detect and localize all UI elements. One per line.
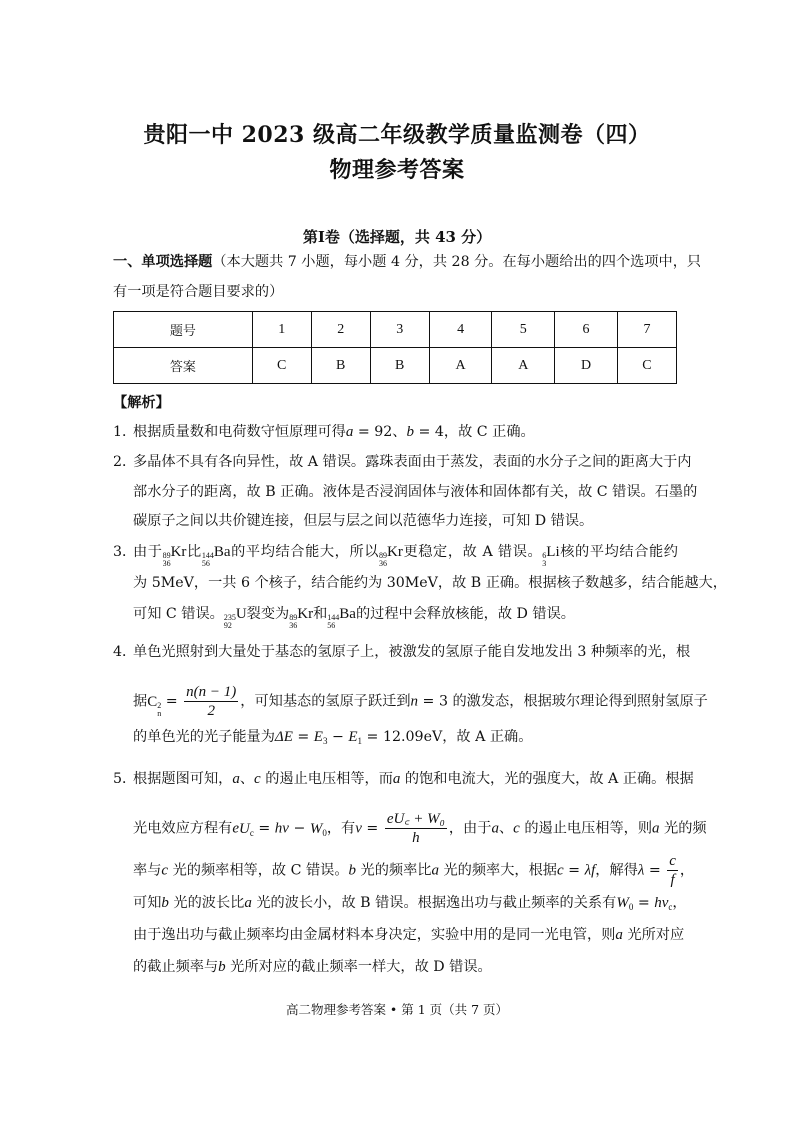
denominator: 2 <box>207 703 215 719</box>
math-variable: e <box>232 820 239 837</box>
text: 光的频率大，根据 <box>438 862 557 879</box>
analysis-line <box>133 573 727 593</box>
nuclide-indices <box>163 552 171 568</box>
text: = <box>633 895 655 911</box>
denominator: f <box>670 872 675 888</box>
text: 的饱和电流大，光的强度大，故 A 正确。根据 <box>400 771 694 787</box>
nuclide-symbol <box>224 604 247 630</box>
analysis-line <box>133 452 692 472</box>
text: 光的频率比 <box>356 862 432 879</box>
nuclide-symbol <box>202 542 231 568</box>
math-variable: a <box>615 927 623 943</box>
text: 单色光照射到大量处于基态的氢原子上，被激发的氢原子能自发地发出 3 种频率的光，根 <box>133 644 691 660</box>
text: 光的频 <box>659 820 707 837</box>
document-title: 贵阳一中 2023 级高二年级教学质量监测卷（四） <box>143 122 651 148</box>
text: 由于 <box>133 544 163 560</box>
math-variable: c <box>556 862 564 879</box>
nuclide-symbol <box>327 604 356 630</box>
math-variable: a <box>392 771 401 787</box>
math-subscripted: $E_3$ <box>313 729 328 746</box>
nuclide-indices <box>157 702 161 718</box>
text: 的截止频率与 <box>133 959 219 975</box>
text: = <box>292 729 314 745</box>
analysis-line <box>133 482 698 502</box>
answer-cell: A <box>492 348 555 384</box>
text: 光的波长比 <box>168 895 245 911</box>
page-footer: 高二物理参考答案 • 第 1 页（共 7 页） <box>285 1002 509 1017</box>
text: 据 <box>133 693 148 710</box>
element-symbol: Ba <box>213 544 231 560</box>
table-row-answers <box>114 348 677 384</box>
text: = 3 的激发态，根据玻尔理论得到照射氢原子 <box>418 693 708 710</box>
part1-description: （本大题共 7 小题，每小题 4 分，共 28 分。在每小题给出的四个选项中，只 <box>212 254 702 270</box>
math-variable: ν <box>355 820 362 837</box>
math-subscripted: $E_1$ <box>348 729 363 746</box>
text: = <box>161 693 183 710</box>
atomic-number: 36 <box>379 559 388 568</box>
numerator: eU꜀ + W₀ <box>386 811 445 827</box>
item-number: 3． <box>113 544 137 560</box>
text: 更稳定，故 A 错误。 <box>402 544 543 560</box>
analysis-heading: 【解析】 <box>113 395 170 411</box>
element-symbol: Kr <box>387 544 403 560</box>
atomic-number: 36 <box>162 559 171 568</box>
atomic-number: 36 <box>289 621 298 630</box>
element-symbol: U <box>235 606 247 622</box>
analysis-line <box>133 727 678 751</box>
mass-number: 89 <box>379 551 388 560</box>
answer-cell: B <box>370 348 429 384</box>
text: 光所对应 <box>622 927 685 943</box>
text: 可知 C 错误。 <box>133 606 224 622</box>
mass-number: 2 <box>157 700 162 710</box>
question-number-cell: 6 <box>555 312 618 348</box>
text: 率与 <box>133 862 162 879</box>
nuclide-indices <box>224 614 236 630</box>
math-variable: a <box>431 862 439 879</box>
subscript: 0 <box>322 827 327 838</box>
subscript: 0 <box>628 902 634 912</box>
text: = 4，故 C 正确。 <box>413 424 535 440</box>
text: 的遏止电压相等，而 <box>260 771 393 787</box>
text: 多晶体不具有各向异性，故 A 错误。露珠表面由于蒸发，表面的水分子之间的距离大于内 <box>133 454 692 470</box>
text: ，由于 <box>448 820 492 837</box>
question-number-cell: 3 <box>370 312 429 348</box>
nuclide-symbol <box>542 542 559 568</box>
mass-number: 144 <box>201 551 214 560</box>
analysis-line <box>133 542 678 568</box>
text: ， <box>679 862 695 879</box>
nuclide-symbol <box>163 542 187 568</box>
denominator: h <box>412 830 420 846</box>
numerator: c <box>669 853 676 869</box>
analysis-line <box>133 769 694 789</box>
analysis-line <box>133 683 708 720</box>
math-variable: n <box>410 693 419 710</box>
text: = <box>563 862 585 879</box>
text: = <box>253 820 275 837</box>
atomic-number: 92 <box>223 621 232 630</box>
math-variable: a <box>491 820 499 837</box>
text: 核的平均结合能约 <box>559 544 678 560</box>
text: = <box>361 820 383 837</box>
atomic-number: 56 <box>201 559 210 568</box>
analysis-line <box>133 422 678 442</box>
text: 、 <box>239 771 255 787</box>
text: 光的频率相等，故 C 错误。 <box>168 862 349 879</box>
math-fraction <box>667 852 678 889</box>
math-variable: a <box>652 820 660 837</box>
math-subscripted: $\nu_c$ <box>661 895 673 912</box>
text: 根据质量数和电荷数守恒原理可得 <box>133 424 346 440</box>
mass-number: 144 <box>327 613 340 622</box>
analysis-line <box>133 810 707 847</box>
element-symbol: Ba <box>339 606 356 622</box>
mass-number: 235 <box>223 613 236 622</box>
text: 部水分子的距离，故 B 正确。液体是否浸润固体与液体和固体都有关，故 C 错误。石墨的 <box>133 484 698 500</box>
math-variable: h <box>654 895 662 911</box>
text: 可知 <box>133 895 162 911</box>
document-subtitle: 物理参考答案 <box>329 157 465 183</box>
math-subscripted: $U_c$ <box>239 820 254 838</box>
section-title <box>0 226 794 247</box>
text: 由于逸出功与截止频率均由金属材料本身决定，实验中用的是同一光电管，则 <box>133 927 616 943</box>
math-variable: b <box>348 862 357 879</box>
text: − <box>327 729 349 745</box>
text: 光电效应方程有 <box>133 820 233 837</box>
nuclide-indices <box>202 552 214 568</box>
text: 根据题图可知， <box>133 771 233 787</box>
math-variable: c <box>161 862 169 879</box>
math-variable: b <box>218 959 226 975</box>
answer-cell: C <box>252 348 311 384</box>
atomic-number: 56 <box>327 621 336 630</box>
text: 、 <box>498 820 514 837</box>
text: − <box>288 820 310 837</box>
text: 比 <box>186 544 202 560</box>
analysis-line <box>133 893 687 917</box>
item-number: 4． <box>113 644 137 660</box>
math-variable: c <box>254 771 261 787</box>
subscript: 1 <box>357 736 363 746</box>
text: 的遏止电压相等，则 <box>519 820 653 837</box>
math-variable: a <box>345 424 354 440</box>
nuclide-indices <box>327 614 339 630</box>
math-variable: b <box>406 424 414 440</box>
part1-heading: 一、单项选择题 <box>113 254 213 270</box>
text: = <box>644 862 666 879</box>
math-variable: hν <box>274 820 289 837</box>
item-number: 2． <box>113 454 137 470</box>
text: ，可知基态的氢原子跃迁到 <box>240 693 411 710</box>
analysis-line <box>133 642 691 662</box>
table-row-numbers <box>114 312 677 348</box>
analysis-line <box>133 511 678 531</box>
question-number-cell: 7 <box>617 312 676 348</box>
element-symbol: Kr <box>170 544 187 560</box>
text: 的平均结合能大，所以 <box>230 544 380 560</box>
section-title-text: 第Ⅰ卷（选择题，共 43 分） <box>302 228 492 246</box>
mass-number: 6 <box>542 551 547 560</box>
text: 的过程中会释放核能，故 D 错误。 <box>355 606 575 622</box>
answer-cell: C <box>617 348 676 384</box>
math-variable: ΔE <box>274 729 293 745</box>
math-subscripted: $W_0$ <box>616 895 634 912</box>
text: ，解得 <box>595 862 638 879</box>
mass-number: 89 <box>289 613 298 622</box>
element-symbol: Kr <box>297 606 314 622</box>
mass-number: 89 <box>162 551 171 560</box>
element-symbol: C <box>147 693 158 710</box>
atomic-number: 3 <box>542 559 547 568</box>
element-symbol: Li <box>546 544 560 560</box>
subscript: c <box>668 902 673 912</box>
math-variable: c <box>513 820 520 837</box>
subscript: 3 <box>322 736 328 746</box>
numerator: n(n − 1) <box>186 684 237 700</box>
text: 碳原子之间以共价键连接，但层与层之间以范德华力连接，可知 D 错误。 <box>133 513 594 529</box>
text: 光所对应的截止频率一样大，故 D 错误。 <box>225 959 492 975</box>
analysis-line <box>133 925 685 945</box>
text: 裂变为 <box>246 606 290 622</box>
analysis-line <box>133 852 695 889</box>
analysis-line <box>133 957 678 977</box>
text: ， <box>672 895 687 911</box>
row-header: 答案 <box>114 348 253 384</box>
nuclide-indices <box>379 552 387 568</box>
text: 和 <box>313 606 328 622</box>
question-number-cell: 4 <box>429 312 492 348</box>
combination-symbol <box>147 692 161 718</box>
text: = 12.09eV，故 A 正确。 <box>362 729 533 745</box>
atomic-number: n <box>157 708 162 718</box>
item-number: 1． <box>113 424 137 440</box>
text: = 92、 <box>353 424 407 440</box>
text: 光的波长小，故 B 错误。根据逸出功与截止频率的关系有 <box>251 895 617 911</box>
math-subscripted: $W_0$ <box>309 820 327 838</box>
analysis-line <box>133 604 678 630</box>
item-number: 5． <box>113 771 137 787</box>
text: ，有 <box>326 820 356 837</box>
answer-cell: B <box>311 348 370 384</box>
answer-cell: D <box>555 348 618 384</box>
part1-heading-line <box>113 252 702 272</box>
math-variable: a <box>244 895 252 911</box>
nuclide-symbol <box>289 604 313 630</box>
text: 为 5MeV，一共 6 个核子，结合能约为 30MeV，故 B 正确。根据核子数越多，结合能越大， <box>133 575 727 591</box>
part1-description-2: 有一项是符合题目要求的） <box>113 284 284 300</box>
answer-cell: A <box>429 348 492 384</box>
math-variable: a <box>232 771 240 787</box>
question-number-cell: 5 <box>492 312 555 348</box>
math-variable: λ <box>637 862 645 879</box>
text: 的单色光的光子能量为 <box>133 729 275 745</box>
question-number-cell: 2 <box>311 312 370 348</box>
answer-table <box>113 311 677 384</box>
math-variable: b <box>161 895 169 911</box>
question-number-cell: 1 <box>252 312 311 348</box>
row-header: 题号 <box>114 312 253 348</box>
math-fraction <box>184 683 238 720</box>
math-fraction <box>385 810 447 847</box>
nuclide-symbol <box>379 542 403 568</box>
subscript: c <box>249 827 254 838</box>
math-variable: λf <box>584 862 596 879</box>
